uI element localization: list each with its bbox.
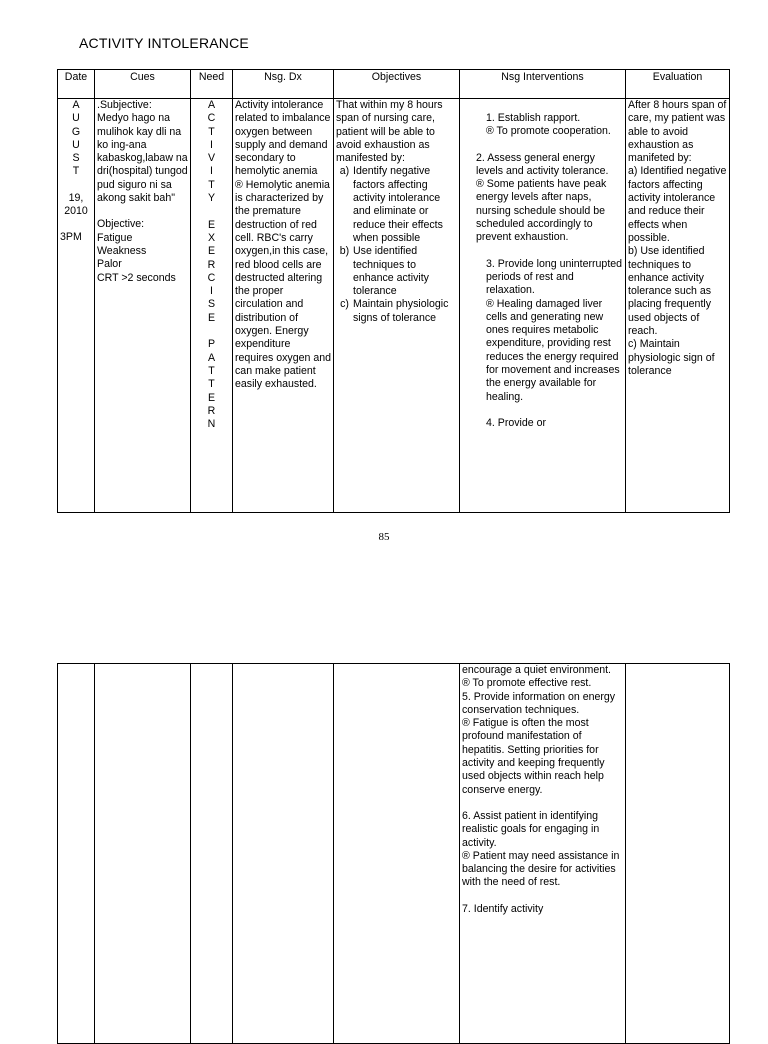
interventions-cell xyxy=(460,99,626,513)
need-cell xyxy=(191,99,233,513)
objectives-cell-empty xyxy=(334,664,460,1044)
evaluation-cell xyxy=(626,99,730,513)
cues-subjective: .Subjective: Medyo hago na mulihok kay dli na ko ing-ana kabaskog,labaw na dri(hospital) tungod pud siguro ni sa akong sakit bah" xyxy=(97,99,188,205)
intervention-4: 4. Provide or xyxy=(486,416,547,429)
table-header-row xyxy=(58,70,730,99)
intervention-5: 5. Provide information on energy conservation techniques. ® Fatigue is often the most profound manifestation of hepatitis. Setting priorities for activity and keeping frequently used objects within reach help conserve energy. xyxy=(462,690,616,796)
list-item xyxy=(336,165,457,245)
date-cell-empty xyxy=(58,664,95,1044)
header-objectives: Objectives xyxy=(334,70,460,99)
care-plan-table-continued xyxy=(57,663,730,1044)
objectives-intro: That within my 8 hours span of nursing care, patient will be able to avoid exhaustion as manifested by: xyxy=(336,99,443,165)
objective-a: Identify negative factors affecting activity intolerance and eliminate or reduce their effects when possible xyxy=(353,165,443,244)
cues-objective: Objective: Fatigue Weakness Palor CRT >2 seconds xyxy=(97,218,176,284)
cues-cell-empty xyxy=(95,664,191,1044)
objectives-list xyxy=(336,165,457,325)
page-number: 85 xyxy=(378,531,390,543)
nsg-dx-cell-empty xyxy=(233,664,334,1044)
header-interventions: Nsg Interventions xyxy=(460,70,626,99)
nsg-dx-cell xyxy=(233,99,334,513)
evaluation-text: After 8 hours span of care, my patient was able to avoid exhaustion as manifeted by: a) Identified negative factors affecting activity intolerance and reduce their effects when possible. b) Use identified techniques to enhance activity tolerance such as placing frequently used objects of reach. c) Maintain physiologic sign of tolerance xyxy=(628,99,727,377)
evaluation-cell-empty xyxy=(626,664,730,1044)
list-item xyxy=(336,298,457,325)
intervention-4-continued: encourage a quiet environment. ® To promote effective rest. xyxy=(462,664,612,690)
header-nsg-dx: Nsg. Dx xyxy=(233,70,334,99)
header-date: Date xyxy=(58,70,95,99)
objective-b-label: b) xyxy=(339,245,350,258)
list-item xyxy=(336,245,457,298)
table-row xyxy=(58,99,730,513)
care-plan-table xyxy=(57,69,730,513)
objective-c-label: c) xyxy=(340,298,349,311)
objective-c: Maintain physiologic signs of tolerance xyxy=(353,298,449,324)
interventions-cell-continued xyxy=(460,664,626,1044)
header-need: Need xyxy=(191,70,233,99)
table-row xyxy=(58,664,730,1044)
header-evaluation: Evaluation xyxy=(626,70,730,99)
intervention-1: 1. Establish rapport. ® To promote cooperation. xyxy=(486,112,611,138)
need-text: A C T I V I T Y E X E R C I S E P A T T E R N xyxy=(207,99,216,431)
objectives-cell xyxy=(334,99,460,513)
date-time: 3PM xyxy=(60,231,82,244)
date-cell xyxy=(58,99,95,513)
intervention-6: 6. Assist patient in identifying realistic goals for engaging in activity. ® Patient may need assistance in balancing the desire for activities with the need of rest. xyxy=(462,809,620,889)
intervention-7: 7. Identify activity xyxy=(462,902,544,915)
header-cues: Cues xyxy=(95,70,191,99)
date-month: A U G U S T xyxy=(71,99,81,178)
objective-a-label: a) xyxy=(339,165,350,178)
nsg-dx-text: Activity intolerance related to imbalance oxygen between supply and demand secondary to hemolytic anemia ® Hemolytic anemia is characterized by the premature destruction of red cell. RBC's carry oxygen,in this case, red blood cells are destructed altering the proper circulation and distribution of oxygen. Energy expenditure requires oxygen and can make patient easily exhausted. xyxy=(235,99,331,391)
cues-cell xyxy=(95,99,191,513)
page-title: ACTIVITY INTOLERANCE xyxy=(79,35,249,51)
intervention-3: 3. Provide long uninterrupted periods of rest and relaxation. ® Healing damaged liver cells and generating new ones requires metabolic expenditure, providing rest reduces the energy required for movement and increases the energy available for healing. xyxy=(486,257,623,403)
objective-b: Use identified techniques to enhance activity tolerance xyxy=(353,245,429,298)
date-day: 19, 2010 xyxy=(64,191,88,218)
need-cell-empty xyxy=(191,664,233,1044)
intervention-2: 2. Assess general energy levels and activity tolerance. ® Some patients have peak energy levels after naps, nursing schedule should be scheduled accordingly to prevent exhaustion. xyxy=(476,151,609,244)
